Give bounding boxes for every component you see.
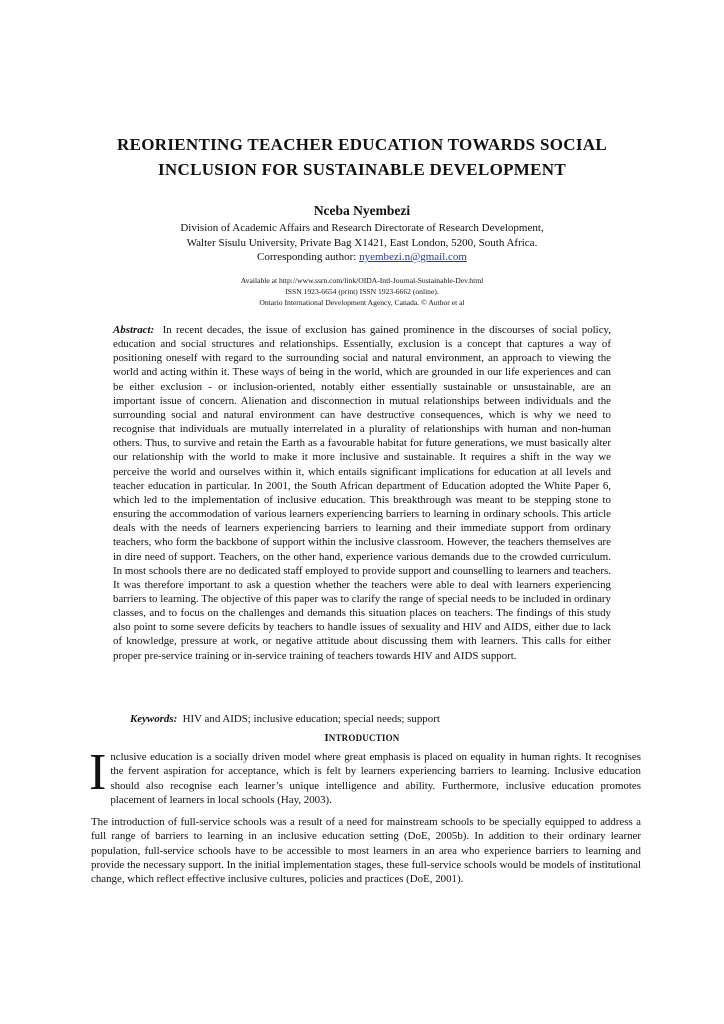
- introduction-paragraph-1-text: nclusive education is a socially driven model where great emphasis is placed on equality in human rights. It recognises the fervent aspiration for acceptance, which is felt by learners experiencing barriers to learning. Inclusive education should also recognise each learner’s unique intelligence and ability. Furthermore, inclusive education promotes placement of learners in local schools (Hay, 2003).: [110, 751, 641, 806]
- title-line-1: REORIENTING TEACHER EDUCATION TOWARDS SOCIAL: [117, 135, 607, 154]
- publisher-line: Ontario International Development Agency, Canada. © Author et al: [259, 298, 465, 307]
- author-affiliation: [0, 221, 724, 265]
- introduction-heading-rest: NTRODUCTION: [328, 733, 400, 743]
- abstract-label: Abstract:: [113, 324, 155, 336]
- keywords-text: HIV and AIDS; inclusive education; special needs; support: [182, 713, 440, 725]
- abstract-text: In recent decades, the issue of exclusion has gained prominence in the discourses of social policy, education and social structures and relationships. Essentially, exclusion is a concept that captures a way of positioning oneself with regard to the surrounding social and natural environment, an approach to viewing the world and acting within it. These ways of being in the world, which are grounded in our life experiences and can be either exclusion - or inclusion-oriented, notably either essentially sustainable or unsustainable, are an important issue of concern. Alienation and disconnection in mutual relationships between individuals and the surrounding social and natural environment can have destructive consequences, which is why we need to recognise that individuals are mutually interrelated in a plurality of relationships with human and non-human others. Thus, to survive and retain the Earth as a favourable habitat for future generations, we must basically alter our relationship with the world to make it more inclusive and sustainable. It requires a shift in the way we perceive the world and ourselves within it, which entails significant implications for education at all levels and teacher education in particular. In 2001, the South African department of Education adopted the White Paper 6, which led to the implementation of inclusive education. This breakthrough was meant to be stepping stone to ensuring the accommodation of various learners experiencing barriers to learning in ordinary schools. This article deals with the needs of learners experiencing barriers to learning and their immediate support from ordinary teachers, who form the backbone of support within the inclusive classroom. However, the teachers themselves are in dire need of support. Teachers, on the other hand, experience various demands due to the crowded curriculum. In most schools there are no dedicated staff employed to provide support and counselling to learners and teachers. It was therefore important to ask a question whether the teachers were able to deal with learners experiencing barriers to learning. The objective of this paper was to clarify the range of special needs to be included in ordinary classes, and to focus on the challenges and demands this situation places on teachers. The findings of this study also point to some severe deficits by teachers to handle issues of sexuality and HIV and AIDS, either due to lack of knowledge, pressure at work, or negative attitude about discussing them with learners. This calls for either proper pre-service training or in-service training of teachers towards HIV and AIDS support.: [113, 324, 612, 662]
- keywords-label: Keywords:: [130, 713, 178, 725]
- introduction-paragraph-1: [89, 744, 641, 807]
- issn-line: ISSN 1923-6654 (print) ISSN 1923-6662 (online).: [285, 287, 439, 296]
- paper-title: [60, 132, 664, 182]
- introduction-heading-initial: I: [324, 733, 329, 744]
- keywords: [130, 712, 610, 726]
- corresponding-author: [0, 250, 724, 265]
- author-name: Nceba Nyembezi: [313, 203, 411, 218]
- affiliation-line-2: Walter Sisulu University, Private Bag X1421, East London, 5200, South Africa.: [186, 236, 538, 249]
- title-line-2: INCLUSION FOR SUSTAINABLE DEVELOPMENT: [158, 160, 566, 179]
- affiliation-line-1: Division of Academic Affairs and Research Directorate of Research Development,: [180, 222, 544, 234]
- author-email-link[interactable]: nyembezi.n@gmail.com: [359, 251, 467, 263]
- availability-info: [0, 275, 724, 308]
- introduction-paragraph-2: The introduction of full-service schools was a result of a need for mainstream schools to be specially equipped to address a full range of barriers to learning in an inclusive education setting (DoE, 2005b). In addition to their ordinary learner population, full-service schools have to be accessible to most learners in an area who experience barriers to learning and provide the necessary support. In the initial implementation stages, these full-service schools would be models of institutional change, which reflect effective inclusive cultures, policies and practices (DoE, 2001).: [91, 816, 641, 886]
- introduction-heading: [0, 733, 724, 744]
- availability-url: Available at http://www.ssrn.com/link/OIDA-Intl-Journal-Sustainable-Dev.html: [240, 276, 484, 285]
- drop-cap: I: [89, 744, 107, 801]
- abstract: [113, 323, 611, 663]
- corresponding-label: Corresponding author:: [257, 251, 360, 263]
